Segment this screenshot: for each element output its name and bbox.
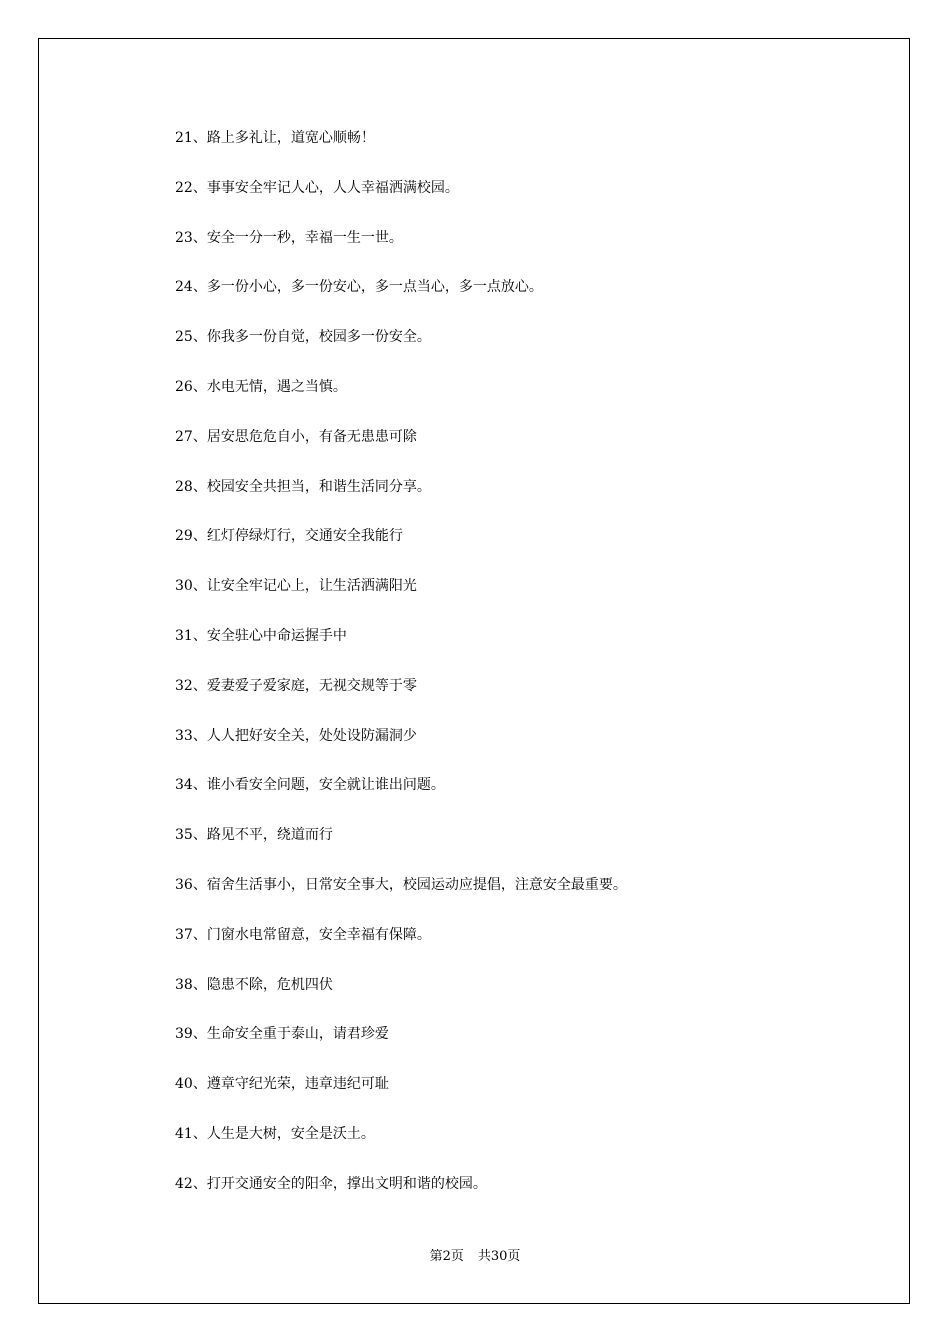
slogan-text: 你我多一份自觉，校园多一份安全。 xyxy=(206,329,431,346)
slogan-text: 安全驻心中命运握手中 xyxy=(206,627,347,644)
list-item xyxy=(175,426,627,476)
slogan-separator: 、 xyxy=(192,179,207,196)
slogan-text: 遵章守纪光荣，违章违纪可耻 xyxy=(206,1076,389,1093)
slogan-number: 31 xyxy=(175,627,193,644)
slogan-separator: 、 xyxy=(192,727,207,744)
list-item xyxy=(175,924,627,974)
slogan-number: 41 xyxy=(175,1125,193,1142)
slogan-text: 红灯停绿灯行，交通安全我能行 xyxy=(206,528,403,545)
slogan-number: 34 xyxy=(175,777,193,794)
list-item xyxy=(175,874,627,924)
slogan-separator: 、 xyxy=(192,976,207,993)
slogan-separator: 、 xyxy=(192,827,207,844)
slogan-text: 事事安全牢记人心，人人幸福洒满校园。 xyxy=(206,179,459,196)
page-number: 第2页 xyxy=(429,1249,464,1264)
list-item xyxy=(175,1123,627,1173)
slogan-separator: 、 xyxy=(192,876,207,893)
slogan-text: 水电无情，遇之当慎。 xyxy=(206,378,347,395)
slogan-separator: 、 xyxy=(192,1026,207,1043)
slogan-number: 36 xyxy=(175,876,193,893)
list-item xyxy=(175,774,627,824)
slogan-number: 40 xyxy=(175,1076,193,1093)
slogan-separator: 、 xyxy=(192,428,207,445)
slogan-number: 30 xyxy=(175,578,193,595)
slogan-text: 门窗水电常留意，安全幸福有保障。 xyxy=(206,926,431,943)
slogan-separator: 、 xyxy=(192,528,207,545)
list-item xyxy=(175,575,627,625)
slogan-number: 35 xyxy=(175,827,193,844)
slogan-list xyxy=(175,127,627,1223)
list-item xyxy=(175,227,627,277)
page-total: 共30页 xyxy=(477,1249,521,1264)
slogan-text: 校园安全共担当，和谐生活同分享。 xyxy=(206,478,431,495)
slogan-number: 27 xyxy=(175,428,193,445)
slogan-number: 28 xyxy=(175,478,193,495)
slogan-text: 谁小看安全问题，安全就让谁出问题。 xyxy=(206,777,445,794)
slogan-text: 安全一分一秒，幸福一生一世。 xyxy=(206,229,403,246)
slogan-text: 多一份小心，多一份安心，多一点当心，多一点放心。 xyxy=(206,279,543,296)
slogan-separator: 、 xyxy=(192,130,207,146)
slogan-separator: 、 xyxy=(192,578,207,595)
list-item xyxy=(175,824,627,874)
slogan-number: 26 xyxy=(175,378,193,395)
slogan-separator: 、 xyxy=(192,279,207,296)
slogan-text: 让安全牢记心上，让生活洒满阳光 xyxy=(206,578,417,595)
slogan-text: 居安思危危自小，有备无患患可除 xyxy=(206,428,417,445)
list-item xyxy=(175,326,627,376)
slogan-separator: 、 xyxy=(192,1076,207,1093)
slogan-separator: 、 xyxy=(192,1175,207,1192)
slogan-separator: 、 xyxy=(192,777,207,794)
slogan-number: 32 xyxy=(175,677,193,694)
slogan-number: 29 xyxy=(175,528,193,545)
slogan-number: 25 xyxy=(175,329,193,346)
slogan-separator: 、 xyxy=(192,926,207,943)
list-item xyxy=(175,525,627,575)
slogan-number: 37 xyxy=(175,926,193,943)
slogan-text: 人人把好安全关，处处设防漏洞少 xyxy=(206,727,417,744)
slogan-separator: 、 xyxy=(192,329,207,346)
list-item xyxy=(175,625,627,675)
list-item xyxy=(175,725,627,775)
page-footer xyxy=(0,1248,950,1266)
list-item xyxy=(175,276,627,326)
list-item xyxy=(175,476,627,526)
slogan-text: 宿舍生活事小，日常安全事大，校园运动应提倡，注意安全最重要。 xyxy=(206,876,627,893)
slogan-separator: 、 xyxy=(192,1125,207,1142)
slogan-separator: 、 xyxy=(192,478,207,495)
slogan-text: 爱妻爱子爱家庭，无视交规等于零 xyxy=(206,677,417,694)
list-item xyxy=(175,1173,627,1223)
slogan-separator: 、 xyxy=(192,229,207,246)
list-item xyxy=(175,177,627,227)
slogan-number: 22 xyxy=(175,179,193,196)
slogan-text: 生命安全重于泰山，请君珍爱 xyxy=(206,1026,389,1043)
slogan-number: 38 xyxy=(175,976,193,993)
list-item xyxy=(175,376,627,426)
slogan-text: 隐患不除，危机四伏 xyxy=(206,976,333,993)
slogan-text: 打开交通安全的阳伞，撑出文明和谐的校园。 xyxy=(206,1175,487,1192)
slogan-text: 路上多礼让，道宽心顺畅！ xyxy=(206,130,375,146)
slogan-number: 33 xyxy=(175,727,193,744)
list-item xyxy=(175,1023,627,1073)
slogan-text: 人生是大树，安全是沃土。 xyxy=(206,1125,375,1142)
slogan-number: 23 xyxy=(175,229,193,246)
slogan-separator: 、 xyxy=(192,677,207,694)
slogan-text: 路见不平，绕道而行 xyxy=(206,827,333,844)
list-item xyxy=(175,675,627,725)
list-item xyxy=(175,127,627,177)
slogan-separator: 、 xyxy=(192,627,207,644)
slogan-separator: 、 xyxy=(192,378,207,395)
slogan-number: 21 xyxy=(175,130,193,146)
slogan-number: 24 xyxy=(175,279,193,296)
list-item xyxy=(175,974,627,1024)
slogan-number: 39 xyxy=(175,1026,193,1043)
list-item xyxy=(175,1073,627,1123)
slogan-number: 42 xyxy=(175,1175,193,1192)
